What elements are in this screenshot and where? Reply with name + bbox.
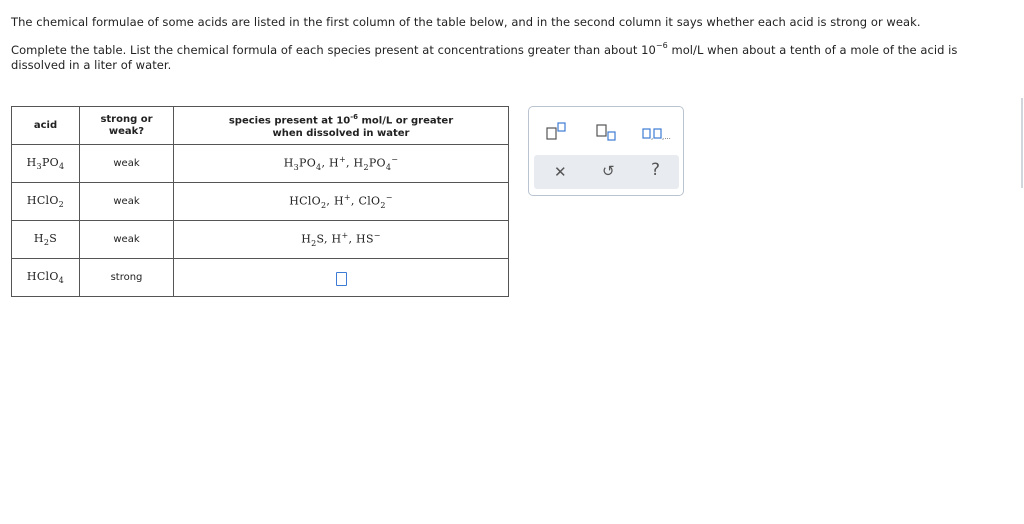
subscript-template-icon <box>595 121 621 143</box>
help-icon[interactable]: ? <box>651 160 661 180</box>
species-answer[interactable]: HClO$_2$, H+, ClO$_2$− <box>174 183 509 221</box>
action-bar <box>534 155 679 189</box>
sequence-template-button[interactable] <box>642 121 678 143</box>
answer-input-box[interactable] <box>336 272 347 286</box>
table-row <box>12 145 509 183</box>
acid-formula: HClO$_2$ <box>12 183 80 221</box>
right-edge-divider <box>1021 98 1023 188</box>
table-row <box>12 259 509 297</box>
subscript-template-button[interactable] <box>595 121 621 143</box>
superscript-template-button[interactable] <box>545 121 571 143</box>
superscript-template-icon <box>545 121 571 143</box>
svg-text:,...: ,... <box>662 133 671 141</box>
header-species: species present at $10^{-6}$ mol/L or greater when dissolved in water <box>174 107 509 145</box>
header-acid: acid <box>12 107 80 145</box>
acid-strength: strong <box>80 259 174 297</box>
intro-line-2: Complete the table. List the chemical formula of each species present at concentrations greater than about $10^{-6}$ mol/L when about a tenth of a mole of the acid is dissolved in a liter of water. <box>11 41 958 72</box>
acid-strength: weak <box>80 145 174 183</box>
sequence-template-icon <box>642 121 678 143</box>
acid-formula: HClO$_4$ <box>12 259 80 297</box>
table-row <box>12 183 509 221</box>
acid-strength: weak <box>80 221 174 259</box>
acid-strength: weak <box>80 183 174 221</box>
header-strength: strong or weak? <box>80 107 174 145</box>
table-row <box>12 221 509 259</box>
acid-formula: $H_3PO_4$ <box>12 145 80 183</box>
clear-icon[interactable]: ✕ <box>554 163 567 181</box>
math-toolbox <box>528 106 684 196</box>
species-answer[interactable]: $H_3PO_4$, H+, $H_2PO_4^-$ <box>174 145 509 183</box>
svg-text:,: , <box>651 133 654 141</box>
acid-formula: $H_2S$ <box>12 221 80 259</box>
undo-icon[interactable]: ↺ <box>602 162 615 180</box>
species-answer-input[interactable] <box>174 259 509 297</box>
intro-line-1: The chemical formulae of some acids are listed in the first column of the table below, and in the second column it says whether each acid is strong or weak. <box>11 15 921 29</box>
species-answer[interactable]: $H_2S$, H+, HS− <box>174 221 509 259</box>
acids-table <box>11 106 509 297</box>
template-buttons <box>529 115 683 155</box>
question-text <box>11 15 1001 82</box>
table-header-row <box>12 107 509 145</box>
